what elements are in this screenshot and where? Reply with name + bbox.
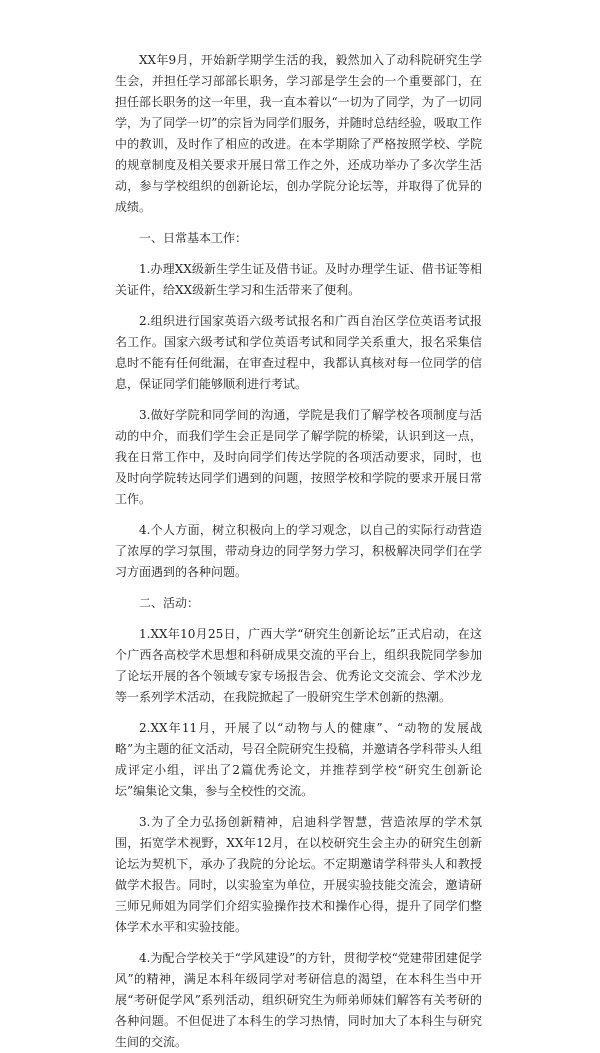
daily-item-4: 4.个人方面，树立积极向上的学习观念，以自己的实际行动营造了浓厚的学习氛围，带动身边的同学努力学习，积极解决同学们在学习方面遇到的各种问题。 — [115, 523, 482, 579]
daily-item-1: 1.办理XX级新生学生证及借书证。及时办理学生证、借书证等相关证件，给XX级新生学习和生活带来了便利。 — [115, 262, 482, 297]
daily-item-3: 3.做好学院和同学间的沟通，学院是我们了解学校各项制度与活动的中介，而我们学生会正是同学了解学院的桥梁，认识到这一点，我在日常工作中，及时向同学们传达学院的各项活动要求，同时，也及时向学院转达同学们遇到的问题，按照学校和学院的要求开展日常工作。 — [115, 408, 482, 506]
daily-item-2: 2.组织进行国家英语六级考试报名和广西自治区学位英语考试报名工作。国家六级考试和学位英语考试和同学关系重大，报名采集信息时不能有任何纰漏，在审查过程中，我都认真核对每一位同学的信息，保证同学们能够顺利进行考试。 — [115, 314, 482, 391]
activity-item-3: 3.为了全力弘扬创新精神，启迪科学智慧，营造浓厚的学术氛围，拓宽学术视野，XX年12月，在以校研究生会主办的研究生创新论坛为契机下，承办了我院的分论坛。不定期邀请学科带头人和教授做学术报告。同时，以实验室为单位，开展实验技能交流会，邀请研三师兄师姐为同学们介绍实验操作技术和操作心得，提升了同学们整体学术水平和实验技能。 — [115, 815, 482, 934]
intro-paragraph: XX年9月，开始新学期学生活的我，毅然加入了动科院研究生学生会，并担任学习部部长职务，学习部是学生会的一个重要部门，在担任部长职务的这一年里，我一直本着以“一切为了同学，为了一切同学，为了同学一切”的宗旨为同学们服务，并随时总结经验，吸取工作中的教训，及时作了相应的改进。在本学期除了严格按照学校、学院的规章制度及相关要求开展日常工作之外，还成功举办了多次学生活动，参与学校组织的创新论坛，创办学院分论坛等，并取得了优异的成绩。 — [115, 53, 482, 214]
activity-item-4: 4.为配合学校关于“学风建设”的方针，贯彻学校“党建带团建促学风”的精神，满足本科年级同学对考研信息的渴望，在本科生当中开展“考研促学风”系列活动，组织研究生为师弟师妹们解答有关考研的各种问题。不但促进了本科生的学习热情，同时加大了本科生与研究生间的交流。 — [115, 951, 482, 1049]
section-heading-daily-work: 一、日常基本工作： — [139, 231, 248, 245]
activity-item-2: 2.XX年11月，开展了以“动物与人的健康”、“动物的发展战略”为主题的征文活动，号召全院研究生投稿，并邀请各学科带头人组成评定小组，评出了2篇优秀论文，并推荐到学校“研究生创新论坛”编集论文集，参与全校性的交流。 — [115, 721, 482, 798]
section-heading-activities: 二、活动： — [139, 596, 200, 610]
activity-item-1: 1.XX年10月25日，广西大学“研究生创新论坛”正式启动，在这个广西各高校学术思想和科研成果交流的平台上，组织我院同学参加了论坛开展的各个领域专家专场报告会、优秀论文交流会、学术沙龙等一系列学术活动，在我院掀起了一股研究生学术创新的热潮。 — [115, 627, 482, 704]
